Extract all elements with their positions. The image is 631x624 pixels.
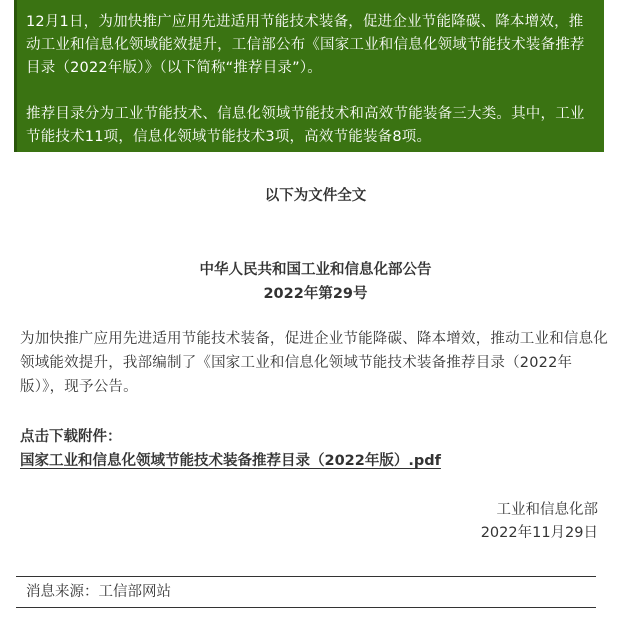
- section-heading: 以下为文件全文: [264, 188, 367, 204]
- attachment-label: 点击下载附件：: [20, 429, 122, 445]
- intro-highlight-box: [14, 0, 604, 152]
- announcement-issuer: 中华人民共和国工业和信息化部公告: [199, 262, 432, 278]
- announcement-body: 为加快推广应用先进适用节能技术装备，促进企业节能降碳、降本增效，推动工业和信息化领域能效提升，我部编制了《国家工业和信息化领域节能技术装备推荐目录（2022年版）》，现予公告。: [20, 331, 608, 395]
- source-bar: [16, 576, 596, 608]
- source-text: 消息来源：工信部网站: [26, 584, 171, 600]
- attachment-download-link[interactable]: 国家工业和信息化领域节能技术装备推荐目录（2022年版）.pdf: [20, 453, 441, 469]
- announcement-number: 2022年第29号: [263, 286, 368, 302]
- signature-date: 2022年11月29日: [480, 525, 598, 541]
- signature-organization: 工业和信息化部: [496, 502, 598, 518]
- intro-paragraph-1: 12月1日，为加快推广应用先进适用节能技术装备，促进企业节能降碳、降本增效，推动工业和信息化领域能效提升，工信部公布《国家工业和信息化领域节能技术装备推荐目录（2022年版）》（以下简称“推荐目录”）。: [26, 14, 585, 76]
- intro-paragraph-2: 推荐目录分为工业节能技术、信息化领域节能技术和高效节能装备三大类。其中，工业节能技术11项，信息化领域节能技术3项，高效节能装备8项。: [26, 106, 585, 145]
- intro-left-rule: [14, 0, 17, 152]
